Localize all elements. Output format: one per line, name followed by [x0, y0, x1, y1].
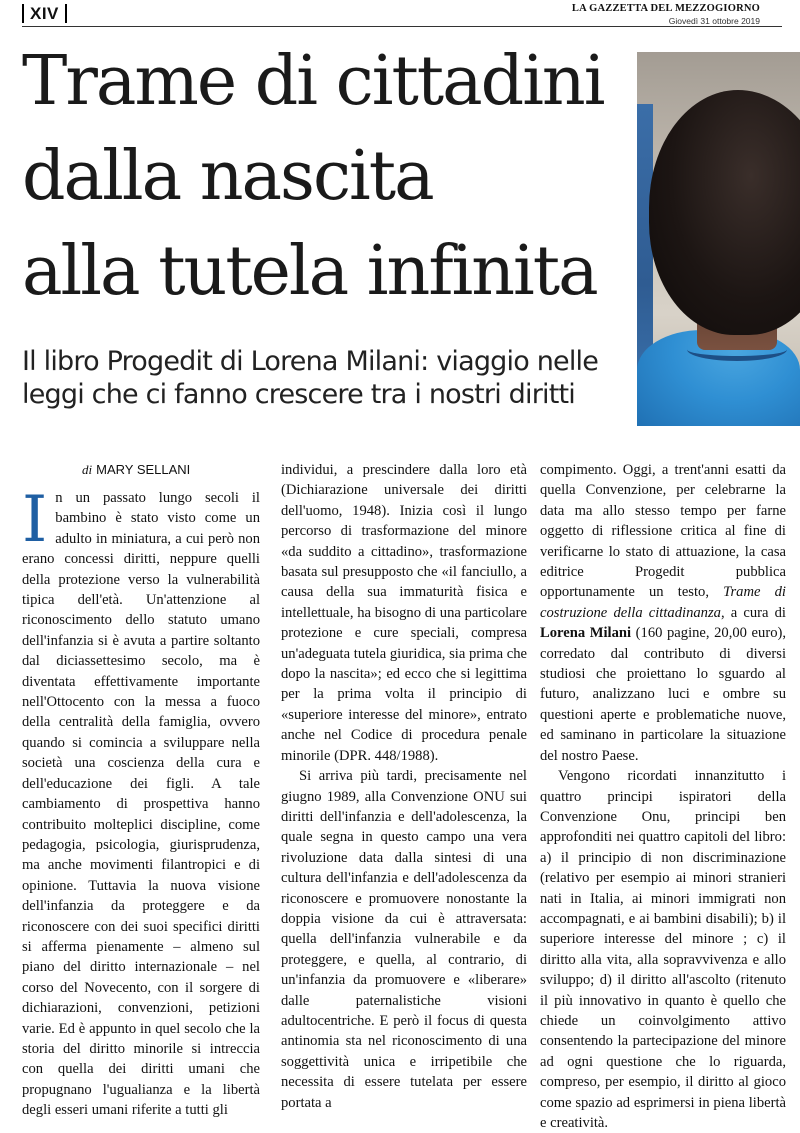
article-text: , a cura di — [720, 604, 786, 621]
header-rule — [22, 26, 782, 27]
photo-collar — [687, 338, 787, 361]
headline-line-3: alla tutela infinita — [22, 232, 597, 311]
article-paragraph: Vengono ricordati innanzitutto i quattro principi ispiratori della Convenzione Onu, principi ben approfonditi nei quattro capitoli del libro: a) il principio di non discriminazione (relativo per esempio ai minori stranieri nati in Italia, ai minori immigrati non accompagnati, e ai bambini disabili); b) il superiore interesse del minore ; c) il diritto alla vita, alla sopravvivenza e allo sviluppo; d) il diritto all'ascolto (ritenuto il più innovativo in quanto è quello che chiede un coinvolgimento attivo consentendo la partecipazione del minore ad ogni questione che lo riguarda, compreso, per esempio, il diritto al gioco come spazio ad esprimersi in piena libertà e creatività. — [540, 768, 786, 1131]
photo-hair — [649, 90, 800, 335]
page-number: XIV — [22, 4, 67, 23]
page-header — [0, 0, 800, 30]
article-column-1 — [22, 483, 260, 1121]
article-paragraph — [22, 483, 260, 1121]
headline-line-2: dalla nascita — [22, 137, 433, 216]
subheadline-line-2: leggi che ci fanno crescere tra i nostri diritti — [22, 379, 576, 410]
subheadline — [22, 345, 632, 411]
article-paragraph — [540, 460, 786, 766]
subheadline-line-1: Il libro Progedit di Lorena Milani: viaggio nelle — [22, 346, 599, 377]
article-paragraph: individui, a prescindere dalla loro età (Dichiarazione universale dei diritti dell'uomo, 1948). Inizia così il lungo percorso di trasformazione del minore «da suddito a cittadino», trasformazione basata sul presupposto che «il fanciullo, a causa della sua immaturità fisica e intellettuale, ha bisogno di una particolare protezione e cure speciali, compresa un'adeguata tutela giuridica, sia prima che dopo la nascita»; ed ecco che si legittima per la prima volta il principio di «superiore interesse del minore», entrato anche nel Codice di procedura penale minorile (DPR. 448/1988). — [281, 462, 527, 764]
article-paragraph-text: n un passato lungo secoli il bambino è stato visto come un adulto in miniatura, a cui però non erano concessi diritti, neppure quelli della protezione verso la vulnerabilità tipica dell'età. Un'attenzione al riconoscimento dello statuto umano dell'infanzia si è avuta a partire soltanto dal diciassettesimo secolo, ma è diventata effettivamente importante nell'Ottocento con la messa a fuoco della centralità della famiglia, ovvero quando si comincia a sviluppare nella società una coscienza della cura e dell'educazione dei figli. A tale cambiamento di prospettiva hanno contribuito molteplici discipline, come pedagogia, psicologia, giurisprudenza, ma anche movimenti filantropici e di opinione. Tuttavia la nuova visione dell'infanzia da proteggere e da riconoscere con dei suoi specifici diritti si afferma pienamente – almeno sul piano del diritto internazionale – nel corso del Novecento, con il sorgere di dichiarazioni, convenzioni, petizioni varie. Ed è appunto in quel secolo che la storia del diritto minorile si intreccia con quella dei diritti umani che propugnano l'ugualianza e la libertà degli esseri umani riferite a tutti gli — [22, 490, 260, 1119]
book-editor: Lorena Milani — [540, 625, 632, 642]
newspaper-name: LA GAZZETTA DEL MEZZOGIORNO — [571, 3, 760, 14]
byline-prefix: di — [82, 462, 93, 477]
headline-line-1: Trame di cittadini — [22, 42, 604, 121]
article-text: (160 pagine, 20,00 euro), corredato dal contributo di diversi studiosi che proiettano lo sguardo al futuro, analizzano luci e ombre su questioni aperte e problematiche nuove, ed saminano in particolare la situazione del nostro Paese. — [540, 625, 786, 764]
book-title: Trame di costruzione della cittadinanza — [540, 584, 786, 621]
byline — [82, 462, 282, 478]
byline-author: MARY SELLANI — [96, 462, 191, 477]
article-paragraph: Si arriva più tardi, precisamente nel giugno 1989, alla Convenzione ONU sui diritti dell'infanzia e dell'adolescenza, la quale segna in questo campo una vera rivoluzione data dalla sintesi di una cultura dell'infanzia e dell'adolescenza da riconoscere e promuovere nonostante la doppia visione da cui è attraversata: quella dell'infanzia vulnerabile e da proteggere, e quella, al contrario, di un'infanzia da promuovere e «liberare» dalle paternalistiche visioni adultocentriche. E però il focus di questa antinomia sta nel riconoscimento di una soggettività unica e irripetibile che necessita di essere tutelata per essere portata a — [281, 768, 527, 1111]
article-column-2 — [281, 460, 527, 1113]
issue-date: Giovedì 31 ottobre 2019 — [668, 16, 760, 26]
drop-cap: I — [22, 483, 48, 557]
child-back-photo — [637, 52, 800, 426]
article-text: compimento. Oggi, a trent'anni esatti da quella Convenzione, per celebrarne la data ma allo stesso tempo per farne oggetto di riflessione critica al fine di verificarne lo stato di attuazione, la casa editrice Progedit pubblica opportunamente un testo, — [540, 462, 786, 601]
article-column-3 — [540, 460, 786, 1133]
headline — [22, 34, 632, 319]
